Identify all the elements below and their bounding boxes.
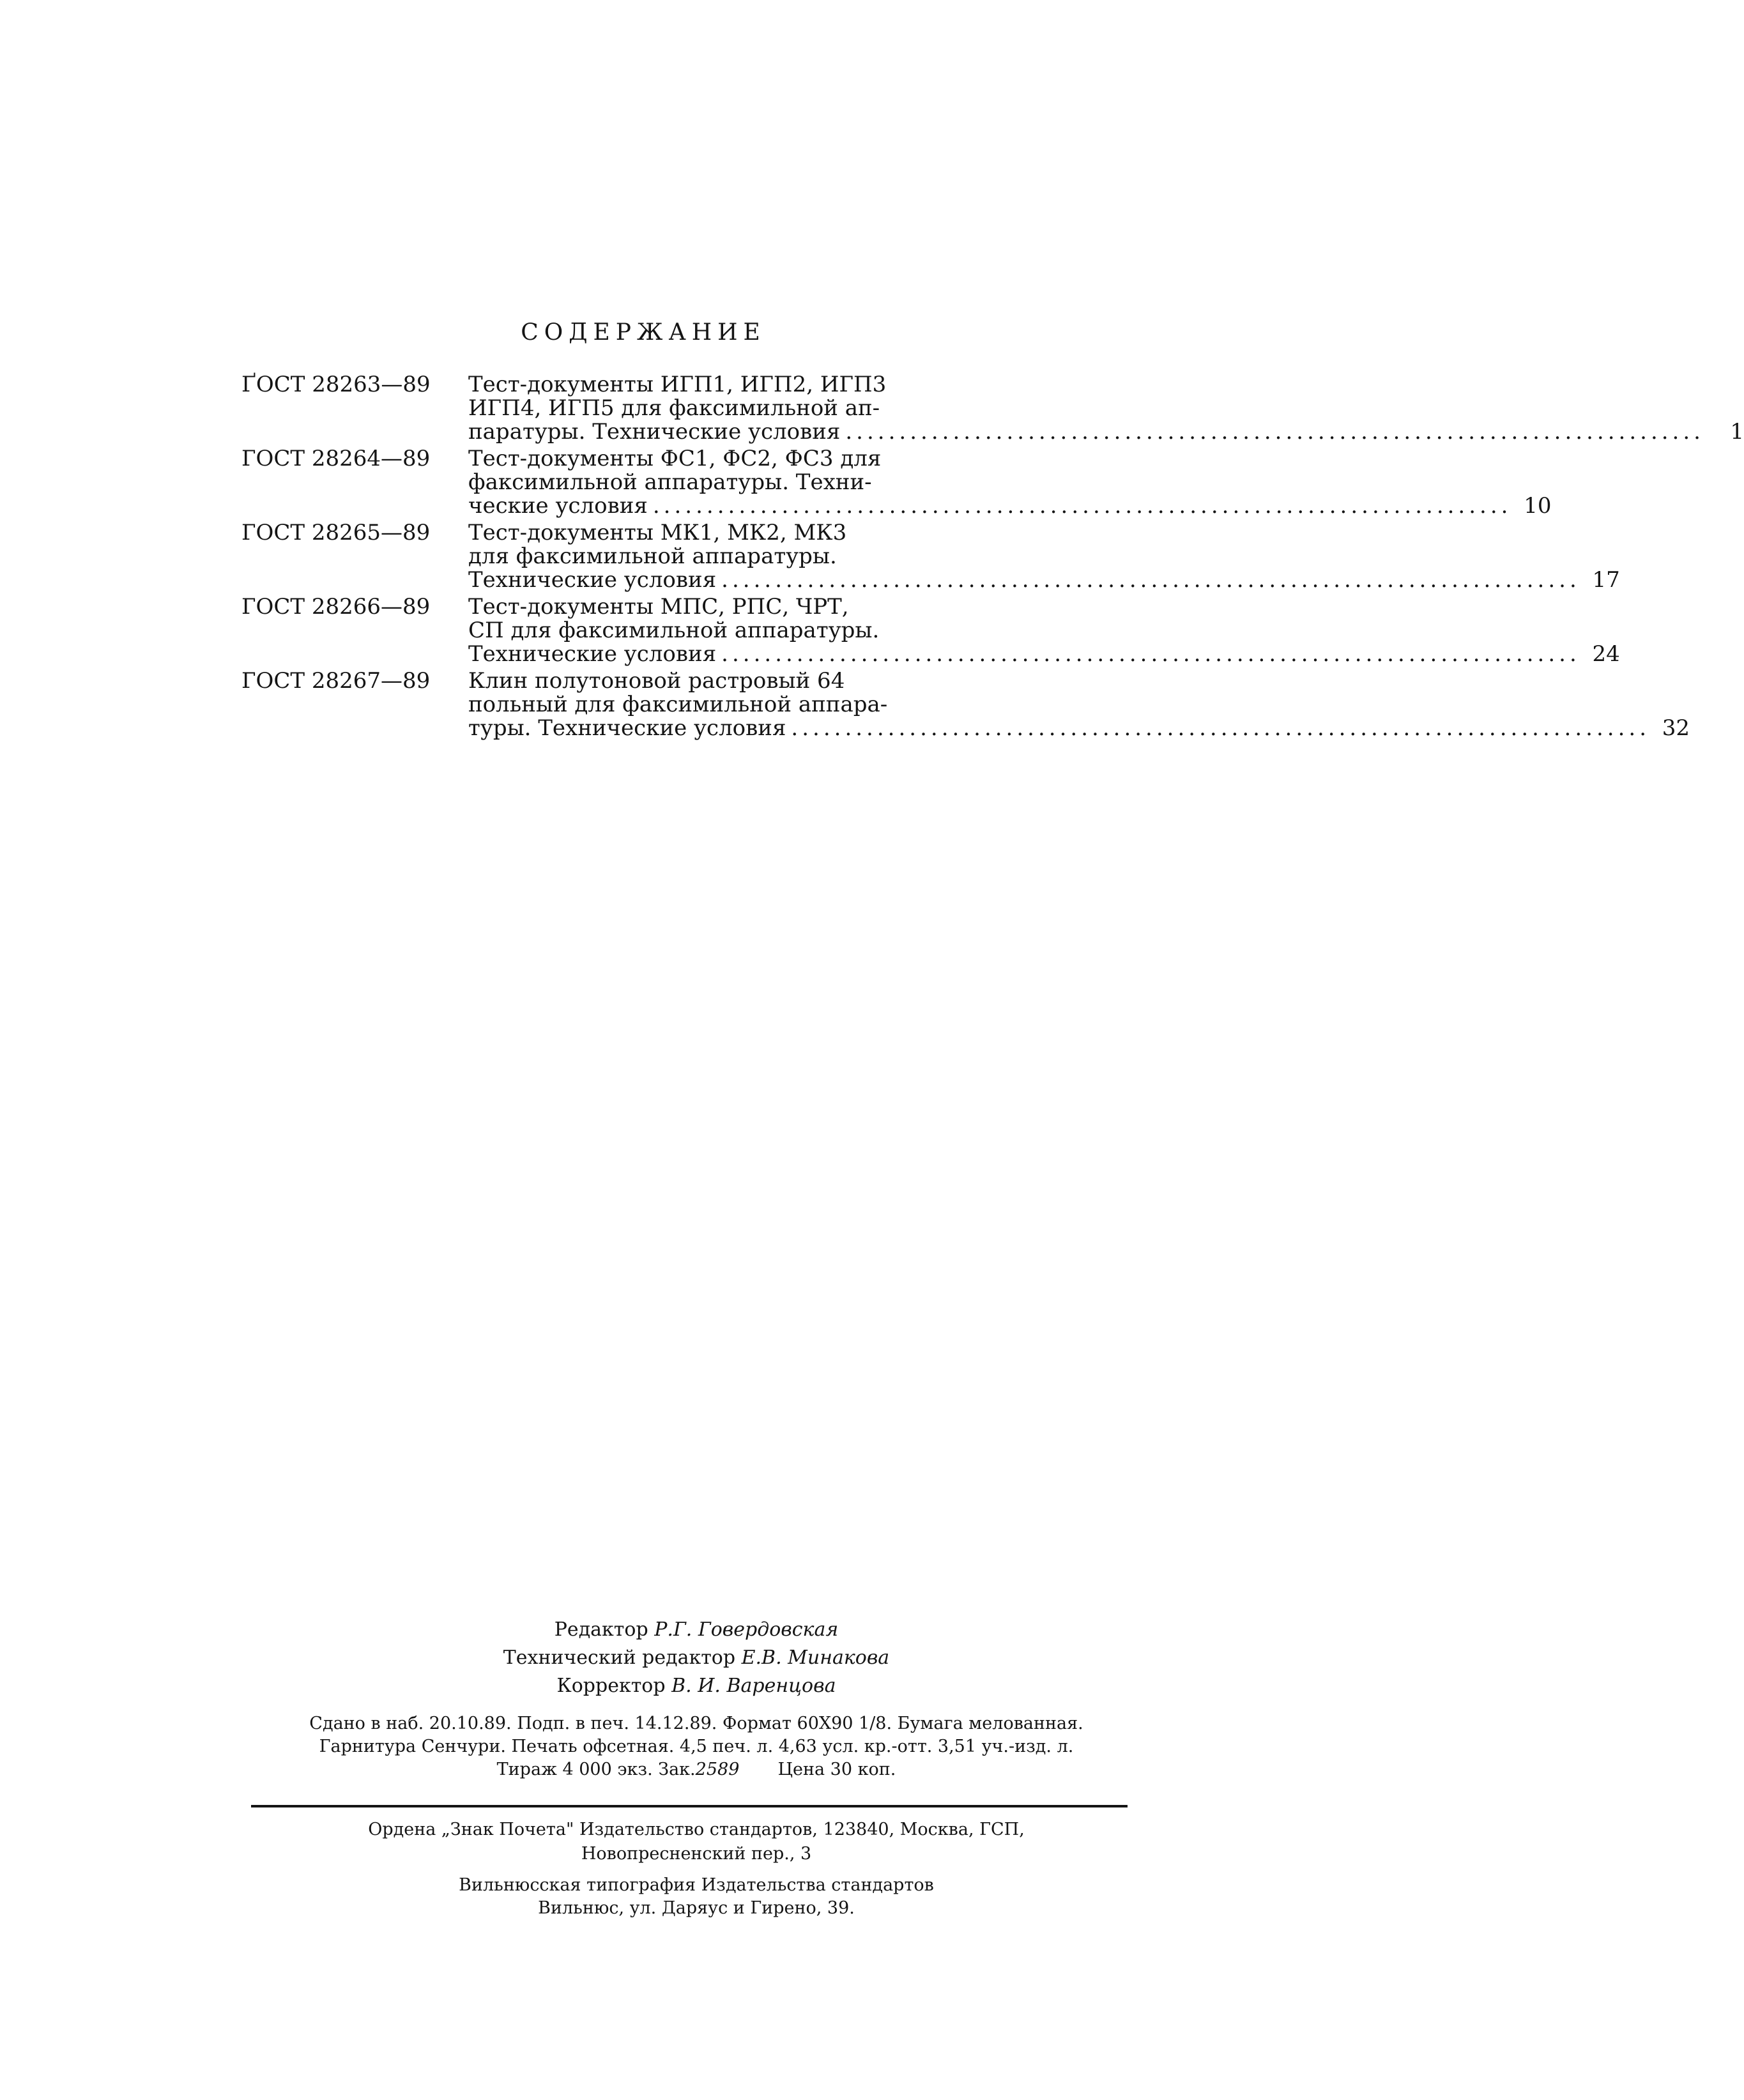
order-label: Зак. (658, 1760, 696, 1779)
toc-title-line: ИГП4, ИГП5 для факсимильной ап- (468, 395, 880, 421)
toc-title-line: Тест-документы ФС1, ФС2, ФС3 для (468, 446, 882, 471)
publisher-line: Новопресненский пер., 3 (581, 1844, 812, 1864)
toc-title-line: Тест-документы ИГП1, ИГП2, ИГП3 (468, 372, 887, 397)
print-info-line: Сдано в наб. 20.10.89. Подп. в печ. 14.12.89. Формат 60Х90 1/8. Бумага мелованная. (309, 1714, 1083, 1733)
toc-title-line: факсимильной аппаратуры. Техни- (468, 469, 872, 495)
order-number: 2589 (695, 1760, 740, 1779)
toc-title-line: паратуры. Технические условия (468, 419, 841, 445)
toc-title (468, 372, 1744, 445)
toc-title-last-line (468, 493, 1552, 519)
tech-editor-label: Технический редактор (503, 1647, 736, 1669)
print-info-line: Гарнитура Сенчури. Печать офсетная. 4,5 печ. л. 4,63 усл. кр.-отт. 3,51 уч.-изд. л. (319, 1737, 1074, 1756)
toc-title (468, 594, 1620, 667)
toc-title (468, 520, 1620, 593)
print-info (0, 1712, 1393, 1781)
toc-title (468, 446, 1552, 519)
tech-editor-line (0, 1644, 1393, 1672)
publisher-line: Ордена „Знак Почета" Издательство стандартов, 123840, Москва, ГСП, (368, 1820, 1025, 1839)
toc-standard-code: ГОСТ 28267—89 (241, 668, 431, 694)
toc-leader-dots: ................................................................................ (721, 641, 1580, 667)
proofreader-name: В. И. Варенцова (671, 1675, 836, 1697)
toc-title-line: Клин полутоновой растровый 64 (468, 668, 845, 694)
toc-title-line: Технические условия (468, 641, 717, 667)
toc-leader-dots: ................................................................................ (721, 567, 1580, 593)
toc-title (468, 668, 1690, 741)
divider (251, 1805, 1128, 1807)
toc-leader-dots: ................................................................................ (791, 715, 1651, 741)
toc-title-line: СП для факсимильной аппаратуры. (468, 618, 880, 643)
proofreader-label: Корректор (556, 1675, 666, 1697)
circulation-line (0, 1758, 1393, 1781)
toc-title-line: польный для факсимильной аппара- (468, 692, 888, 717)
toc-standard-code: ГОСТ 28264—89 (241, 446, 431, 471)
editor-label: Редактор (554, 1618, 648, 1641)
page-title: СОДЕРЖАНИЕ (521, 319, 766, 346)
table-of-contents (241, 372, 1744, 743)
toc-title-line: Тест-документы МПС, РПС, ЧРТ, (468, 594, 849, 620)
toc-entry[interactable] (241, 520, 1620, 593)
toc-leader-dots: ................................................................................ (652, 493, 1512, 519)
editor-line (0, 1616, 1393, 1644)
toc-page-number: 32 (1662, 715, 1690, 741)
toc-entry[interactable] (241, 594, 1620, 667)
toc-title-line: Тест-документы МК1, МК2, МК3 (468, 520, 847, 545)
price: Цена 30 коп. (777, 1760, 896, 1779)
circulation: Тираж 4 000 экз. (496, 1760, 653, 1779)
toc-standard-code: ҐОСТ 28263—89 (241, 372, 431, 397)
toc-entry[interactable] (241, 668, 1690, 741)
toc-page-number: 17 (1592, 567, 1620, 593)
toc-entry[interactable] (241, 372, 1744, 445)
toc-page-number: 1 (1730, 419, 1744, 445)
toc-leader-dots: ................................................................................ (845, 419, 1704, 445)
toc-title-last-line (468, 715, 1690, 741)
toc-entry[interactable] (241, 446, 1552, 519)
publisher-info (0, 1818, 1393, 1866)
proofreader-line (0, 1672, 1393, 1700)
toc-title-last-line (468, 419, 1744, 445)
printer-line: Вильнюсская типография Издательства стандартов (459, 1875, 934, 1895)
toc-page-number: 24 (1592, 641, 1620, 667)
toc-title-line: Технические условия (468, 567, 717, 593)
toc-title-last-line (468, 567, 1620, 593)
printer-info (0, 1874, 1393, 1920)
editor-name: Р.Г. Говердовская (654, 1618, 839, 1641)
toc-title-line: туры. Технические условия (468, 715, 786, 741)
credits-block (0, 1616, 1393, 1700)
tech-editor-name: Е.В. Минакова (741, 1647, 890, 1669)
toc-standard-code: ГОСТ 28265—89 (241, 520, 431, 545)
printer-line: Вильнюс, ул. Даряус и Гирено, 39. (538, 1898, 855, 1918)
toc-title-line: ческие условия (468, 493, 648, 519)
toc-title-line: для факсимильной аппаратуры. (468, 544, 837, 569)
toc-title-last-line (468, 641, 1620, 667)
toc-standard-code: ГОСТ 28266—89 (241, 594, 431, 620)
toc-page-number: 10 (1524, 493, 1552, 519)
